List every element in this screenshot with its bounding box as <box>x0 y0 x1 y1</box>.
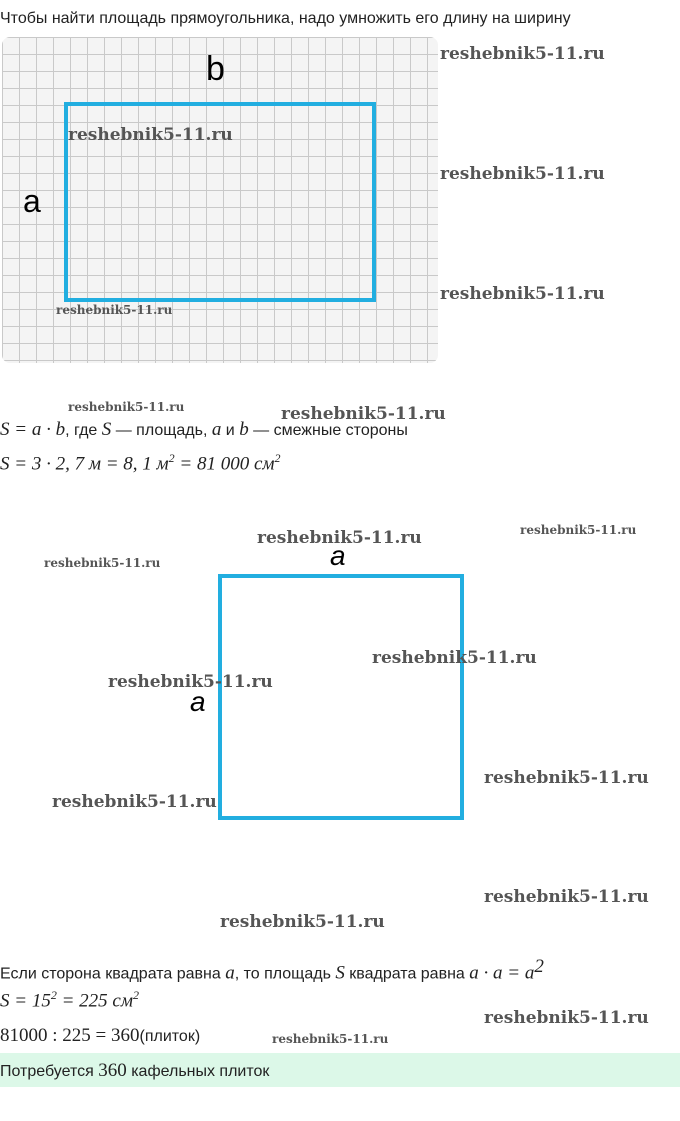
watermark: reshebnik5-11.ru <box>440 164 605 184</box>
division-line: 81000 : 225 = 360(плиток) <box>0 1025 201 1046</box>
square-top-label: a <box>330 540 346 571</box>
watermark: reshebnik5-11.ru <box>440 284 605 304</box>
watermark: reshebnik5-11.ru <box>44 556 161 570</box>
square-shape <box>218 574 464 820</box>
calc-rect: S = 3 · 2, 7 м = 8, 1 $м^2 = 81$ 000 $см^2$ <box>0 451 281 475</box>
watermark: reshebnik5-11.ru <box>56 303 173 317</box>
watermark: reshebnik5-11.ru <box>272 1032 389 1046</box>
formula-rect: S = a · b, где S — площадь, a и b — смежные стороны <box>0 419 408 440</box>
watermark: reshebnik5-11.ru <box>68 400 185 414</box>
watermark: reshebnik5-11.ru <box>220 912 385 932</box>
calc-square: $S = 15^2 = 225$ $см^2$ <box>0 988 139 1012</box>
watermark: reshebnik5-11.ru <box>440 44 605 64</box>
watermark: reshebnik5-11.ru <box>484 1008 649 1028</box>
watermark: reshebnik5-11.ru <box>484 768 649 788</box>
rect-side-a-label: a <box>23 183 41 219</box>
rect-side-b-label: b <box>206 50 225 88</box>
answer-text: Потребуется 360 кафельных плиток <box>0 1060 270 1081</box>
watermark: reshebnik5-11.ru <box>68 125 233 145</box>
square-text: Если сторона квадрата равна a, то площадь S квадрата равна $a \cdot a = a^2$ <box>0 956 544 984</box>
watermark: reshebnik5-11.ru <box>484 887 649 907</box>
watermark: reshebnik5-11.ru <box>520 523 637 537</box>
watermark: reshebnik5-11.ru <box>108 672 273 692</box>
watermark: reshebnik5-11.ru <box>281 404 446 424</box>
watermark: reshebnik5-11.ru <box>372 648 537 668</box>
watermark: reshebnik5-11.ru <box>257 528 422 548</box>
square-left-label: a <box>190 686 206 717</box>
watermark: reshebnik5-11.ru <box>52 792 217 812</box>
rule-text: Чтобы найти площадь прямоугольника, надо умножить его длину на ширину <box>0 10 571 27</box>
